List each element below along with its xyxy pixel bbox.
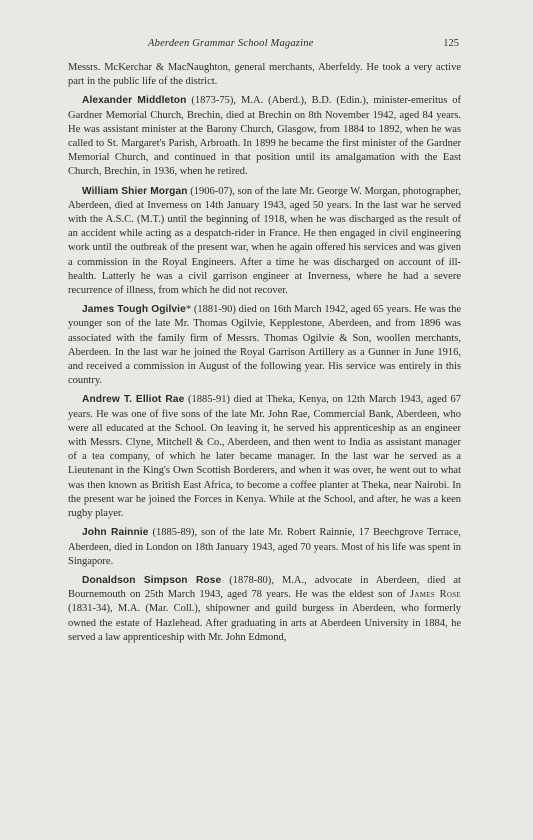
entry-text: (1873-75), M.A. (Aberd.), B.D. (Edin.), minister-emeritus of Gardner Memorial Church, Brechin, died at Brechin on 8th November 1942, aged 84 years. He was assistant minister at the Barony Church, Glasgow, from 1884 to 1892, when he was called to St. Margaret's Parish, Arbroath. In 1899 he became the first minister of the Gardner Memorial Church, and continued in that position until its amalgamation with the East Church, Brechin, in 1936, when he retired. [68, 95, 461, 178]
page-number: 125 [443, 38, 459, 49]
entry-text: (1878-80), M.A., advocate in Aberdeen, died at Bournemouth on 25th March 1943, aged 78 years. He was the eldest son of [68, 574, 461, 601]
entry-text: (1885-91) died at Theka, Kenya, on 12th March 1943, aged 67 years. He was one of five sons of the late Mr. John Rae, Commercial Bank, Aberdeen, who were all educated at the School. On leaving it, he served his apprenticeship as an engineer with Messrs. Clyne, Mitchell & Co., Aberdeen, and then went to India as assistant manager of a tea company, of which he later became manager. In the last war he served as a Lieutenant in the King's Own Scottish Borderers, and when it was over, he went out to what was then known as British East Africa, to become a coffee planter at Theka, near Nairobi. In the present war he joined the Forces in Kenya. While at the School, and after, he was a keen rugby player. [68, 394, 461, 520]
running-head [0, 38, 533, 54]
obituary-entry [68, 574, 461, 645]
running-title: Aberdeen Grammar School Magazine [148, 38, 314, 49]
entry-name: John Rainnie [82, 527, 149, 539]
entry-text: (1831-34), M.A. (Mar. Coll.), shipowner and guild burgess in Aberdeen, who formerly owned the estate of Hazlehead. After graduating in arts at Aberdeen University in 1884, he served a law apprenticeship with Mr. John Edmond, [68, 603, 461, 643]
entry-name: William Shier Morgan [82, 185, 188, 197]
entry-name-small-caps: James Rose [409, 589, 461, 601]
entry-name: James Tough Ogilvie [82, 304, 186, 316]
continuation-paragraph: Messrs. McKerchar & MacNaughton, general merchants, Aberfeldy. He took a very active part in the public life of the district. [68, 62, 461, 88]
entry-name: Alexander Middleton [82, 95, 187, 107]
entry-text: (1885-89), son of the late Mr. Robert Rainnie, 17 Beechgrove Terrace, Aberdeen, died in London on 18th January 1943, aged 70 years. Most of his life was spent in Singapore. [68, 527, 462, 567]
entry-name: Donaldson Simpson Rose [82, 574, 222, 586]
obituary-text [68, 61, 461, 650]
obituary-entry [68, 94, 461, 179]
obituary-entry [68, 185, 461, 299]
entry-name: Andrew T. Elliot Rae [82, 394, 185, 406]
entry-text: (1906-07), son of the late Mr. George W. Morgan, photographer, Aberdeen, died at Inverness on 14th January 1943, aged 50 years. In the last war he served with the A.S.C. (M.T.) until the beginning of 1918, when he was discharged as the result of an accident while acting as a despatch-rider in France. He then engaged in civil engineering work until the outbreak of the present war, when he again offered his services and was given a commission in the Royal Engineers. After a time he was discharged on account of ill-health. Latterly he was a civil garrison engineer at Inverness, where he had a severe recurrence of illness, from which he did not recover. [68, 185, 461, 297]
obituary-entry [68, 303, 461, 388]
obituary-entry [68, 393, 461, 521]
entry-text: * (1881-90) died on 16th March 1942, aged 65 years. He was the younger son of the late Mr. Thomas Ogilvie, Kepplestone, Aberdeen, and from 1896 was associated with the family firm of Messrs. Thomas Ogilvie & Son, woollen merchants, Aberdeen. In the last war he joined the Royal Garrison Artillery as a Gunner in June 1916, and received a commission in August of the following year. His service was entirely in this country. [68, 304, 461, 387]
obituary-entry [68, 526, 461, 569]
